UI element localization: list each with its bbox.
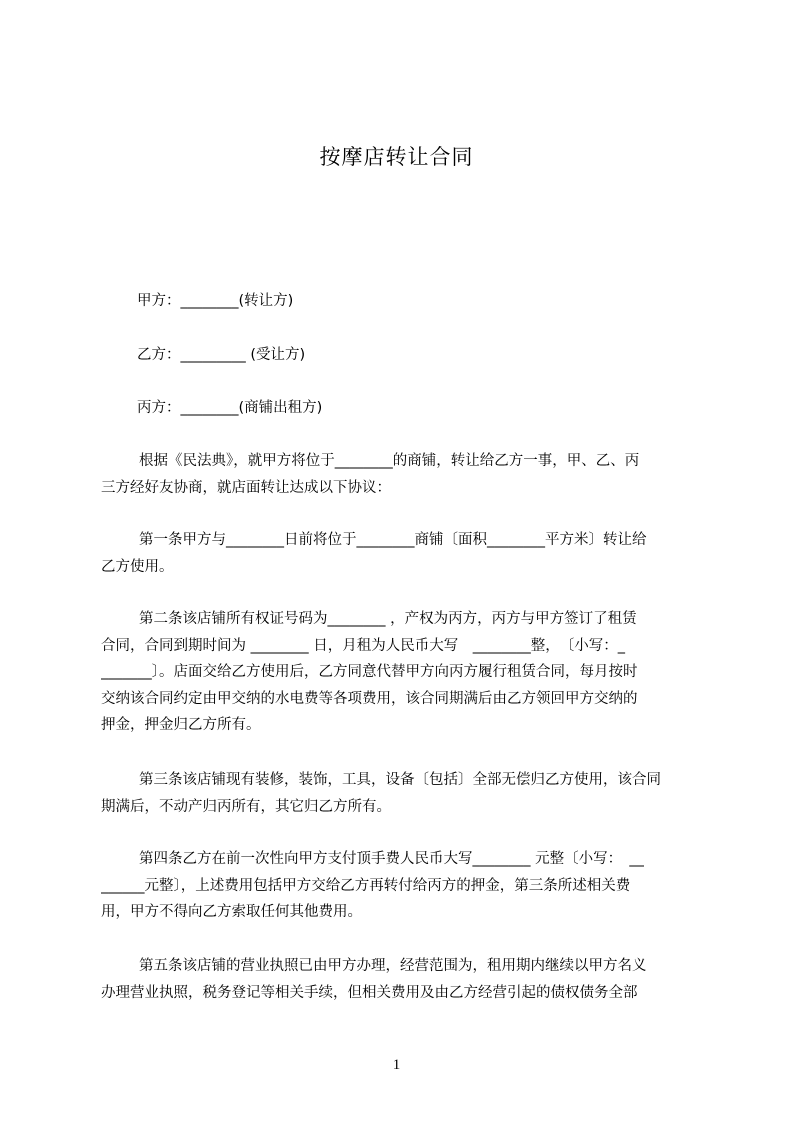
article-5: [101, 953, 701, 1006]
article-line: _______〕。店面交给乙方使用后，乙方同意代替甲方向丙方履行租赁合同，每月按时: [101, 664, 638, 680]
article-line: 押金，押金归乙方所有。: [101, 717, 261, 733]
article-line: 第五条该店铺的营业执照已由甲方办理，经营范围为，租用期内继续以甲方名义: [139, 958, 647, 974]
article-line: 第三条该店铺现有装修，装饰，工具，设备〔包括〕全部无偿归乙方使用，该合同: [139, 772, 661, 788]
document-title: 按摩店转让合同: [319, 145, 474, 169]
intro-line: 三方经好友协商，就店面转让达成以下协议：: [101, 479, 391, 496]
article-2: [101, 606, 701, 739]
page-number: 1: [392, 1057, 401, 1073]
article-line: 用，甲方不得向乙方索取任何其他费用。: [101, 904, 362, 920]
party-b-line: 乙方：_________ (受让方): [137, 347, 306, 363]
intro-paragraph: [101, 448, 701, 501]
article-line: 合同，合同到期时间为 ________ 日，月租为人民币大写 ________整， 〔小写：_: [101, 637, 625, 654]
article-1: [101, 527, 701, 580]
party-a-line: 甲方：________(转让方): [137, 293, 294, 309]
article-line: ______元整〕，上述费用包括甲方交给乙方再转付给丙方的押金，第三条所述相关费: [101, 877, 631, 894]
article-line: 交纳该合同约定由甲交纳的水电费等各项费用，该合同期满后由乙方领回甲方交纳的: [101, 690, 638, 707]
article-line: 第四条乙方在前一次性向甲方支付顶手费人民币大写________ 元整〔小写： __: [139, 851, 644, 867]
article-4: [101, 846, 701, 926]
article-line: 期满后，不动产归丙所有，其它归乙方所有。: [101, 798, 391, 815]
article-line: 第二条该店铺所有权证号码为________ ，产权为丙方，丙方与甲方签订了租赁: [139, 611, 637, 627]
article-line: 乙方使用。: [101, 558, 174, 575]
article-line: 办理营业执照，税务登记等相关手续，但相关费用及由乙方经营引起的债权债务全部: [101, 984, 638, 1001]
intro-line: 根据《民法典》，就甲方将位于________的商铺，转让给乙方一事，甲、乙、丙: [139, 453, 640, 469]
article-3: [101, 767, 701, 820]
article-line: 第一条甲方与________日前将位于________商铺〔面积________平方米〕转让给: [139, 532, 647, 548]
party-c-line: 丙方：________(商铺出租方): [137, 400, 323, 416]
